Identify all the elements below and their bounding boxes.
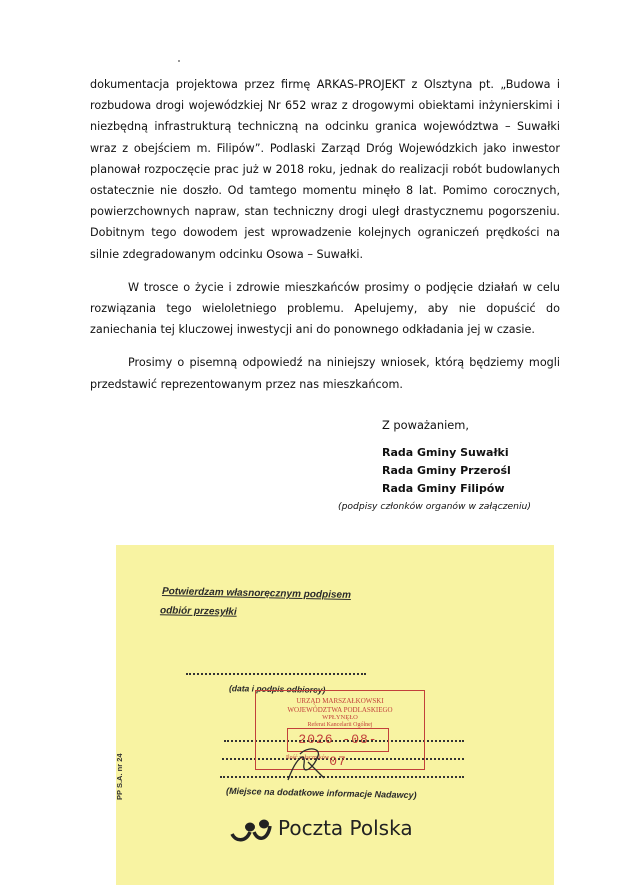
scan-speck xyxy=(178,60,180,62)
confirm-label: odbiór przesyłki xyxy=(159,605,237,618)
stamp-text: WOJEWÓDZTWA PODLASKIEGO xyxy=(287,706,393,714)
dotted-line xyxy=(186,673,366,675)
stamp-text: URZĄD MARSZAŁKOWSKI xyxy=(296,697,384,705)
form-code: PP S.A. nr 24 xyxy=(115,753,124,800)
closing-block xyxy=(338,416,531,516)
signatory: Rada Gminy Suwałki xyxy=(382,446,509,459)
confirm-label: Potwierdzam własnoręcznym podpisem xyxy=(161,586,352,601)
signatory: Rada Gminy Filipów xyxy=(382,482,505,495)
stamp-date: 2026 -08- 07 xyxy=(287,728,389,752)
handwritten-signature xyxy=(278,740,338,790)
stamp-text: WPŁYNĘŁO xyxy=(322,714,358,721)
signature-note: (podpisy członków organów w załączeniu) xyxy=(338,501,531,512)
signatory: Rada Gminy Przerośl xyxy=(382,464,511,477)
date-signature-label: (data i podpis odbiorcy) xyxy=(228,683,326,695)
paragraph: W trosce o życie i zdrowie mieszkańców prosimy o podjęcie działań w celu rozwiązania tego wieloletniego problemu. Apelujemy, aby nie dopuścić do zaniechania tej kluczowej inwestycji ani do ponownego odkładania jej w czasie. xyxy=(90,280,560,337)
brand-name: Poczta Polska xyxy=(278,816,413,840)
stamp-text: Ilość załączników xyxy=(286,755,330,761)
stamp-text: Referat Kancelarii Ogólnej xyxy=(307,722,373,728)
paragraph: Prosimy o pisemną odpowiedź na niniejszy wniosek, którą będziemy mogli przedstawić reprezentowanym przez nas mieszkańcom. xyxy=(90,356,560,391)
greeting: Z poważaniem, xyxy=(382,418,469,432)
poczta-polska-logo-icon xyxy=(230,812,274,844)
sender-info-label: (Miejsce na dodatkowe informacje Nadawcy) xyxy=(225,785,417,801)
paragraph: dokumentacja projektowa przez firmę ARKAS-PROJEKT z Olsztyna pt. „Budowa i rozbudowa drogi wojewódzkiej Nr 652 wraz z drogowymi obiektami inżynierskimi i niezbędną infrastrukturą techniczną na odcinku granica województwa – Suwałki wraz z obejściem m. Filipów”. Podlaski Zarząd Dróg Wojewódzkich jako inwestor planował rozpoczęcie prac już w 2018 roku, jednak do realizacji robót budowlanych ostatecznie nie doszło. Od tamtego momentu minęło 8 lat. Pomimo corocznych, powierzchownych napraw, stan techniczny drogi uległ drastycznemu pogorszeniu. Dobitnym tego dowodem jest wprowadzenie kolejnych ograniczeń prędkości na silnie zdegradowanym odcinku Osowa – Suwałki. xyxy=(90,78,560,261)
letter-body xyxy=(90,74,560,407)
dotted-line xyxy=(220,776,464,778)
